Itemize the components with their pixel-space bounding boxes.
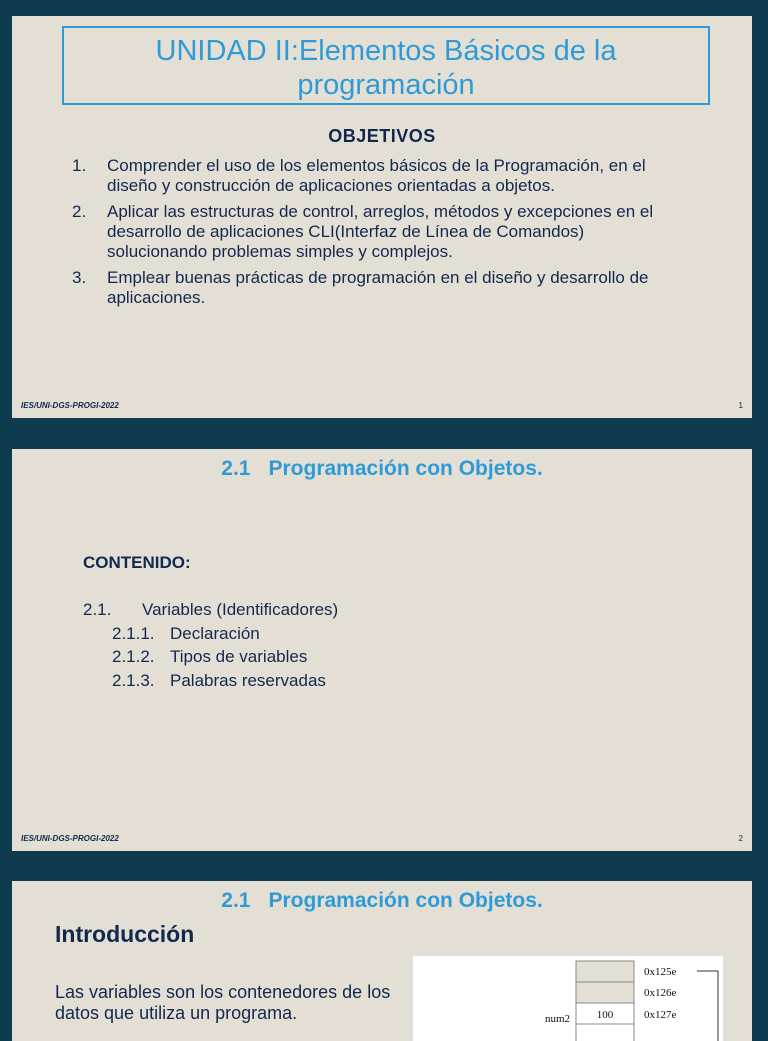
slide-2 [12,449,752,851]
objective-number: 3. [72,268,87,287]
objective-item [72,156,682,196]
memory-address: 0x125e [644,966,677,978]
memory-diagram [413,956,723,1041]
section-title [12,889,752,913]
objective-item [72,268,682,308]
page-number: 2 [738,834,743,843]
toc-text: Tipos de variables [170,647,308,666]
memory-cell [576,982,634,1003]
memory-var-name: num2 [544,1013,570,1025]
memory-cell [576,961,634,982]
memory-diagram-svg [413,956,723,1041]
toc-number: 2.1. [83,600,112,619]
unit-title-box [62,26,710,105]
slide-footer: IES/UNI-DGS-PROGI-2022 [21,834,119,843]
objectives-heading: OBJETIVOS [328,126,436,146]
intro-heading: Introducción [55,921,195,947]
toc-number: 2.1.2. [112,647,155,666]
toc-item [83,669,338,693]
section-title-text: Programación con Objetos. [268,457,543,480]
memory-cell [576,1024,634,1041]
toc-item [83,622,338,646]
objective-number: 2. [72,202,87,221]
objectives-list [72,156,682,314]
section-title [12,457,752,481]
section-title-text: Programación con Objetos. [268,889,543,912]
objective-text: Aplicar las estructuras de control, arreglos, métodos y excepciones en el desarrollo de aplicaciones CLI(Interfaz de Línea de Comandos) solucionando problemas simples y complejos. [107,202,654,261]
toc-text: Variables (Identificadores) [142,600,339,619]
memory-address: 0x126e [644,987,677,999]
objective-text: Emplear buenas prácticas de programación en el diseño y desarrollo de aplicaciones. [107,268,649,307]
toc-number: 2.1.3. [112,670,155,690]
toc-item [83,645,338,669]
section-number: 2.1 [221,889,251,912]
toc-number: 2.1.1. [112,623,155,643]
section-number: 2.1 [221,457,251,480]
slide-1 [12,16,752,418]
objective-item [72,202,682,262]
memory-address: 0x127e [644,1009,677,1021]
page-number: 1 [738,401,743,410]
slide-3 [12,881,752,1041]
unit-title-line1: UNIDAD II:Elementos Básicos de la [155,35,617,67]
toc-text: Palabras reservadas [170,670,326,690]
toc-text: Declaración [170,623,260,643]
table-of-contents [83,598,338,692]
memory-value: 100 [596,1009,614,1021]
objective-text: Comprender el uso de los elementos básicos de la Programación, en el diseño y construcción de aplicaciones orientadas a objetos. [107,156,646,195]
objective-number: 1. [72,156,87,175]
toc-item [83,598,338,622]
intro-text: Las variables son los contenedores de los datos que utiliza un programa. [55,982,391,1023]
unit-title-line2: programación [297,69,475,101]
slide-footer: IES/UNI-DGS-PROGI-2022 [21,401,119,410]
contenido-label: CONTENIDO: [83,553,191,572]
